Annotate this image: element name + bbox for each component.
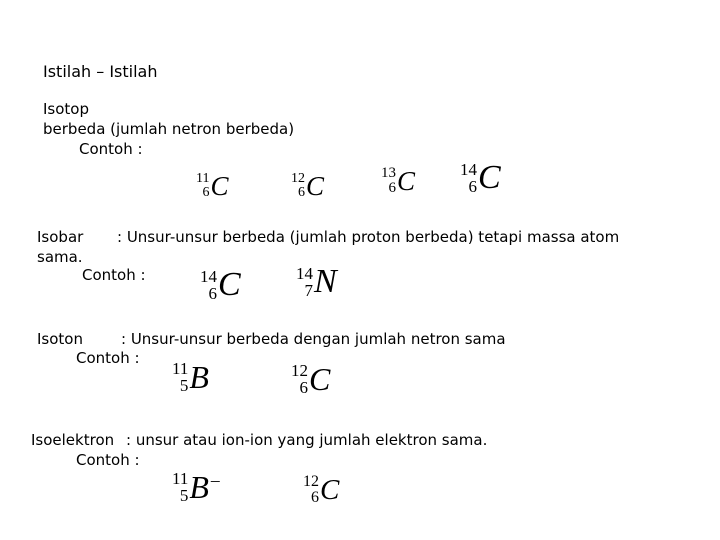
nuclide-isotop-2 (291, 172, 324, 200)
element-symbol: C (218, 266, 241, 303)
isoelektron-contoh: Contoh : (76, 451, 140, 469)
isobar-description-cont: sama. (37, 248, 83, 266)
isoelektron-description: : unsur atau ion-ion yang jumlah elektron sama. (126, 431, 488, 449)
element-symbol: N (314, 263, 337, 300)
nuclide-isoton-2 (291, 362, 330, 396)
isotop-label: Isotop (43, 100, 89, 118)
mass-number: 12 (291, 171, 305, 186)
element-symbol: B (189, 359, 209, 395)
atomic-number: 7 (304, 281, 313, 300)
isoton-contoh: Contoh : (76, 349, 140, 367)
nuclide-isoton-1 (172, 360, 209, 394)
page-title: Istilah – Istilah (43, 62, 158, 81)
element-symbol: B (189, 469, 209, 505)
nuclide-isobar-2 (296, 265, 337, 299)
mass-number: 11 (196, 171, 210, 186)
isobar-label: Isobar (37, 228, 84, 246)
mass-number: 11 (172, 359, 189, 378)
element-symbol: C (210, 170, 229, 201)
ion-charge: – (210, 470, 220, 491)
element-symbol: C (397, 165, 416, 196)
isobar-description: : Unsur-unsur berbeda (jumlah proton berbeda) tetapi massa atom (117, 228, 620, 246)
mass-number: 14 (200, 267, 217, 286)
mass-number: 12 (303, 473, 319, 490)
mass-number: 12 (291, 361, 308, 380)
atomic-number: 5 (179, 486, 189, 505)
atomic-number: 6 (208, 284, 217, 303)
isoelektron-label: Isoelektron (31, 431, 115, 449)
atomic-number: 6 (202, 185, 210, 200)
atomic-number: 6 (298, 185, 305, 200)
isotop-description: berbeda (jumlah netron berbeda) (43, 120, 295, 138)
element-symbol: C (320, 473, 340, 506)
atomic-number: 5 (179, 376, 189, 395)
nuclide-isotop-1 (196, 172, 229, 200)
atomic-number: 6 (468, 177, 477, 196)
mass-number: 14 (460, 160, 477, 179)
atomic-number: 6 (311, 489, 319, 506)
isoton-label: Isoton (37, 330, 83, 348)
atomic-number: 6 (388, 180, 396, 196)
element-symbol: C (309, 361, 331, 397)
nuclide-isoelektron-1 (172, 470, 220, 504)
nuclide-isoelektron-2 (303, 474, 339, 506)
nuclide-isotop-4 (460, 161, 501, 195)
mass-number: 14 (296, 264, 313, 283)
nuclide-isobar-1 (200, 268, 241, 302)
element-symbol: C (306, 170, 325, 201)
nuclide-isotop-3 (381, 166, 415, 196)
isotop-contoh: Contoh : (79, 140, 143, 158)
mass-number: 11 (172, 469, 189, 488)
element-symbol: C (478, 159, 501, 196)
isobar-contoh: Contoh : (82, 266, 146, 284)
isoton-description: : Unsur-unsur berbeda dengan jumlah netron sama (121, 330, 506, 348)
mass-number: 13 (381, 165, 396, 181)
atomic-number: 6 (299, 378, 308, 397)
